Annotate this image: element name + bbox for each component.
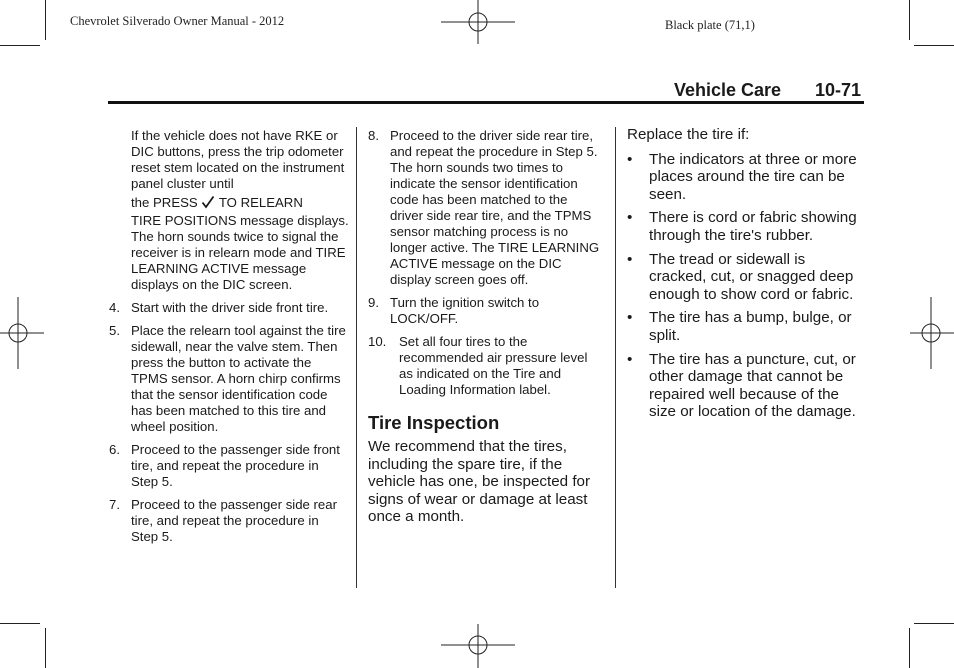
section-heading: Tire Inspection <box>368 412 500 433</box>
step-item <box>109 300 349 316</box>
step-number: 4. <box>109 300 120 315</box>
bullet-text: The tread or sidewall is cracked, cut, or snagged deep enough to show cord or fabric. <box>649 250 854 303</box>
registration-mark-top <box>441 0 515 46</box>
crop-mark <box>909 628 910 668</box>
body-paragraph: We recommend that the tires, including the spare tire, if the vehicle has one, be inspected for signs of wear or damage at least once a month. <box>368 438 591 526</box>
bullet-text: The tire has a bump, bulge, or split. <box>649 309 852 344</box>
step-text: Proceed to the passenger side rear tire, and repeat the procedure in Step 5. <box>131 497 337 544</box>
bullet-mark: • <box>627 350 633 368</box>
checkmark-icon <box>201 195 215 209</box>
step-number: 10. <box>368 334 387 349</box>
crop-mark <box>45 0 46 40</box>
bullet-text: The tire has a puncture, cut, or other damage that cannot be repaired well because of the size or location of the damage. <box>649 350 856 421</box>
header-rule <box>108 101 864 104</box>
column-3 <box>627 126 863 427</box>
step-text: Proceed to the driver side rear tire, and repeat the procedure in Step 5. The horn sounds two times to indicate the sensor identification code has been matched to the driver side rear tire, and the TPMS sensor matching process is no longer active. The TIRE LEARNING ACTIVE message on the DIC display screen goes off. <box>390 128 600 287</box>
print-header-right: Black plate (71,1) <box>665 18 755 32</box>
crop-mark <box>909 0 910 40</box>
step-item <box>368 334 604 398</box>
column-1 <box>109 128 349 552</box>
step-number: 5. <box>109 323 120 338</box>
crop-mark <box>914 623 954 624</box>
column-divider <box>356 127 357 588</box>
crop-mark <box>914 45 954 46</box>
intro-text-b-before: the PRESS <box>131 195 198 210</box>
step-item <box>368 128 604 288</box>
column-2 <box>368 128 604 526</box>
step-number: 6. <box>109 442 120 457</box>
registration-mark-bottom <box>441 624 515 668</box>
intro-text: Replace the tire if: <box>627 126 750 143</box>
bullet-item <box>627 151 863 204</box>
intro-text-a: If the vehicle does not have RKE or DIC buttons, press the trip odometer reset stem located on the instrument panel cluster until <box>131 128 345 191</box>
bullet-item <box>627 209 863 244</box>
bullet-text: There is cord or fabric showing through the tire's rubber. <box>649 209 857 244</box>
intro-paragraph <box>109 128 349 293</box>
crop-mark <box>0 623 40 624</box>
bullet-item <box>627 309 863 344</box>
registration-mark-left <box>0 297 44 369</box>
crop-mark <box>0 45 40 46</box>
bullet-mark: • <box>627 150 633 168</box>
step-number: 9. <box>368 295 379 310</box>
step-text: Place the relearn tool against the tire sidewall, near the valve stem. Then press the button to activate the TPMS sensor. A horn chirp confirms that the sensor identification code has been matched to this tire and wheel position. <box>131 323 346 434</box>
column-divider <box>615 127 616 588</box>
step-text: Proceed to the passenger side front tire, and repeat the procedure in Step 5. <box>131 442 340 489</box>
intro-text-c: TIRE POSITIONS message displays. The horn sounds twice to signal the receiver is in relearn mode and TIRE LEARNING ACTIVE message displays on the DIC screen. <box>131 213 349 292</box>
step-number: 8. <box>368 128 379 143</box>
step-item <box>109 323 349 435</box>
step-text: Set all four tires to the recommended air pressure level as indicated on the Tire and Loading Information label. <box>399 334 588 397</box>
crop-mark <box>45 628 46 668</box>
step-item <box>368 295 604 327</box>
bullet-item <box>627 351 863 421</box>
registration-mark-right <box>910 297 954 369</box>
intro-text-b <box>131 195 349 211</box>
bullet-mark: • <box>627 309 633 327</box>
step-number: 7. <box>109 497 120 512</box>
bullet-mark: • <box>627 209 633 227</box>
step-item <box>109 442 349 490</box>
bullet-mark: • <box>627 250 633 268</box>
bullet-text: The indicators at three or more places around the tire can be seen. <box>649 150 857 203</box>
print-header-left: Chevrolet Silverado Owner Manual - 2012 <box>70 14 285 28</box>
bullet-item <box>627 251 863 304</box>
intro-text-b-after: TO RELEARN <box>218 195 303 210</box>
section-title: Vehicle Care <box>674 80 782 100</box>
step-text: Turn the ignition switch to LOCK/OFF. <box>390 295 540 326</box>
page-number: 10-71 <box>815 80 862 100</box>
step-item <box>109 497 349 545</box>
step-text: Start with the driver side front tire. <box>131 300 329 315</box>
